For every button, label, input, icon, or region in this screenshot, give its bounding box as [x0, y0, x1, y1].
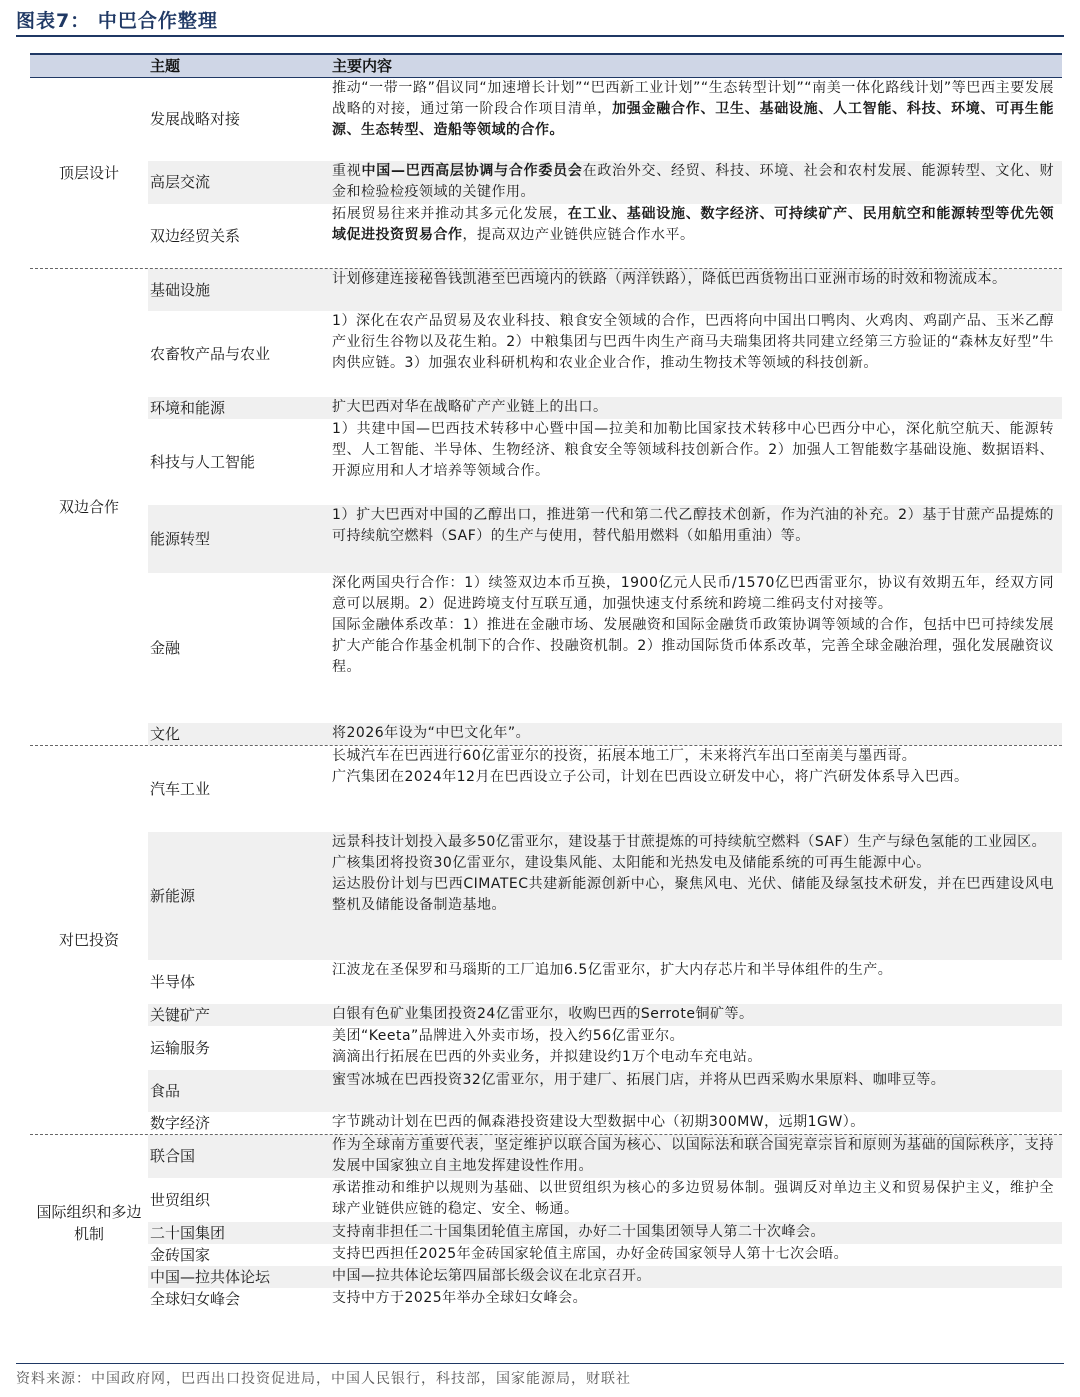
emphasis-text: 中国—巴西高层协调与合作委员会: [361, 163, 583, 179]
row-content: [330, 1070, 1062, 1112]
content-paragraph: 蜜雪冰城在巴西投资32亿雷亚尔，用于建厂、拓展门店，并将从巴西采购水果原料、咖啡豆等。: [332, 1072, 946, 1088]
table-row: [148, 1266, 1062, 1288]
table-body: [30, 78, 1062, 1310]
row-content: [330, 723, 1062, 745]
content-paragraph: 支持中方于2025年举办全球妇女峰会。: [332, 1290, 588, 1306]
row-topic: 环境和能源: [150, 398, 226, 417]
table-row: [148, 505, 1062, 573]
row-topic: 农畜牧产品与农业: [150, 344, 271, 363]
table-row: [148, 1004, 1062, 1026]
row-content: [330, 397, 1062, 419]
row-topic: 能源转型: [150, 529, 211, 548]
content-paragraph: 字节跳动计划在巴西的佩森港投资建设大型数据中心（初期300MW，远期1GW）。: [332, 1114, 865, 1130]
row-content: [330, 832, 1062, 960]
row-content: [330, 78, 1062, 161]
table-row: [148, 311, 1062, 397]
bottom-divider: [16, 1363, 1064, 1364]
row-topic: 数字经济: [150, 1113, 211, 1132]
group-rows: [148, 1135, 1062, 1310]
row-topic: 新能源: [150, 886, 196, 905]
row-content: [330, 1135, 1062, 1178]
table-row: [148, 1288, 1062, 1310]
table-row: [148, 746, 1062, 832]
row-topic: 二十国集团: [150, 1223, 226, 1242]
row-topic: 半导体: [150, 972, 196, 991]
row-topic: 世贸组织: [150, 1190, 211, 1209]
table-header: [30, 53, 1062, 78]
row-topic: 科技与人工智能: [150, 452, 256, 471]
group-label: 国际组织和多边机制: [36, 1202, 142, 1243]
row-content: [330, 505, 1062, 573]
row-content: [330, 1178, 1062, 1222]
content-paragraph: 白银有色矿业集团投资24亿雷亚尔，收购巴西的Serrote铜矿等。: [332, 1006, 754, 1022]
table-row: [148, 832, 1062, 960]
table-row: [148, 1244, 1062, 1266]
row-content: [330, 311, 1062, 397]
table-row: [148, 1070, 1062, 1112]
content-paragraph: 支持南非担任二十国集团轮值主席国，办好二十国集团领导人第二十次峰会。: [332, 1224, 825, 1240]
content-paragraph: 承诺推动和维护以规则为基础、以世贸组织为核心的多边贸易体制。强调反对单边主义和贸易保护主义，维护全球产业链供应链的稳定、安全、畅通。: [332, 1180, 1054, 1217]
header-topic: 主题: [150, 57, 181, 75]
content-paragraph: 深化两国央行合作：1）续签双边本币互换，1900亿元人民币/1570亿巴西雷亚尔，协议有效期五年，经双方同意可以展期。2）促进跨境支付互联互通，加强快速支付系统和跨境二维码支付对接等。: [332, 575, 1054, 612]
row-topic: 发展战略对接: [150, 110, 241, 128]
table-row: [148, 1222, 1062, 1244]
content-paragraph: 广汽集团在2024年12月在巴西设立子公司，计划在巴西设立研发中心，将广汽研发体系导入巴西。: [332, 769, 969, 785]
content-paragraph: 中国—拉共体论坛第四届部长级会议在北京召开。: [332, 1268, 651, 1284]
title-divider: [16, 35, 1064, 37]
table-row: [148, 397, 1062, 419]
row-content: [330, 1222, 1062, 1244]
header-content: 主要内容: [332, 57, 393, 75]
row-topic: 中国—拉共体论坛: [150, 1267, 271, 1286]
row-topic: 基础设施: [150, 280, 211, 299]
content-text: 拓展贸易往来并推动其多元化发展，: [332, 206, 568, 222]
row-topic: 双边经贸关系: [150, 226, 241, 245]
row-topic: 高层交流: [150, 173, 211, 191]
group-section: [30, 78, 1062, 268]
row-content: [330, 1244, 1062, 1266]
group-rows: [148, 746, 1062, 1134]
content-text: 重视: [332, 163, 362, 179]
row-content: [330, 419, 1062, 505]
content-paragraph: 广核集团将投资30亿雷亚尔，建设集风能、太阳能和光热发电及储能系统的可再生能源中心。: [332, 855, 931, 871]
content-paragraph: 将2026年设为“中巴文化年”。: [332, 725, 531, 741]
emphasis-text: 在工业、基础设施、数字经济、可持续矿产、民用航空和能源转型等优先领域促进投资贸易合作: [332, 206, 1055, 243]
row-topic: 金砖国家: [150, 1245, 211, 1264]
table-row: [148, 419, 1062, 505]
content-paragraph: 运达股份计划与巴西CIMATEC共建新能源创新中心，聚焦风电、光伏、储能及绿氢技术研发，并在巴西建设风电整机及储能设备制造基地。: [332, 876, 1054, 913]
figure-title: 图表7： 中巴合作整理: [16, 10, 218, 32]
row-content: [330, 269, 1062, 311]
group-section: [30, 745, 1062, 1134]
table-row: [148, 78, 1062, 161]
content-text: 推动“一带一路”倡议同“加速增长计划”“巴西新工业计划”“生态转型计划”“南美一体化路线计划”等巴西主要发展战略的对接，通过第一阶段合作项目清单，: [332, 80, 1054, 117]
table-row: [148, 723, 1062, 745]
group-rows: [148, 78, 1062, 268]
content-paragraph: 远景科技计划投入最多50亿雷亚尔，建设基于甘蔗提炼的可持续航空燃料（SAF）生产与绿色氢能的工业园区。: [332, 834, 1047, 850]
row-content: [330, 1026, 1062, 1070]
row-topic: 食品: [150, 1081, 181, 1100]
content-paragraph: 1）扩大巴西对中国的乙醇出口，推进第一代和第二代乙醇技术创新，作为汽油的补充。2）基于甘蔗产品提炼的可持续航空燃料（SAF）的生产与使用，替代船用燃料（如船用重油）等。: [332, 507, 1054, 544]
row-topic: 运输服务: [150, 1038, 211, 1057]
row-topic: 文化: [150, 724, 181, 743]
table-row: [148, 269, 1062, 311]
row-topic: 关键矿产: [150, 1005, 211, 1024]
row-content: [330, 204, 1062, 268]
row-topic: 金融: [150, 638, 181, 657]
table-row: [148, 1178, 1062, 1222]
content-paragraph: [332, 204, 1054, 246]
content-paragraph: 1）共建中国—巴西技术转移中心暨中国—拉美和加勒比国家技术转移中心巴西分中心，深化航空航天、能源转型、人工智能、半导体、生物经济、粮食安全等领域科技创新合作。2）加强人工智能数字基础设施、数据语料、开源应用和人才培养等领域合作。: [332, 421, 1054, 479]
table-row: [148, 960, 1062, 1004]
cooperation-table: [30, 53, 1062, 1310]
row-content: [330, 960, 1062, 1004]
content-paragraph: 长城汽车在巴西进行60亿雷亚尔的投资，拓展本地工厂，未来将汽车出口至南美与墨西哥。: [332, 748, 917, 764]
row-topic: 联合国: [150, 1147, 196, 1165]
row-content: [330, 161, 1062, 204]
content-paragraph: 扩大巴西对华在战略矿产产业链上的出口。: [332, 399, 608, 415]
content-paragraph: 1）深化在农产品贸易及农业科技、粮食安全领域的合作，巴西将向中国出口鸭肉、火鸡肉、鸡副产品、玉米乙醇产业衍生谷物以及花生粕。2）中粮集团与巴西牛肉生产商马夫瑞集团将共同建立经第三方验证的“森林友好型”牛肉供应链。3）加强农业科研机构和农业企业合作，推动生物技术等领域的科技创新。: [332, 313, 1054, 371]
table-row: [148, 1135, 1062, 1178]
group-label: 顶层设计: [58, 164, 119, 182]
source-note: 资料来源：中国政府网，巴西出口投资促进局，中国人民银行，科技部，国家能源局，财联社: [16, 1371, 631, 1387]
content-paragraph: 江波龙在圣保罗和马瑙斯的工厂追加6.5亿雷亚尔，扩大内存芯片和半导体组件的生产。: [332, 962, 893, 978]
emphasis-text: 加强金融合作、卫生、基础设施、人工智能、科技、环境、可再生能源、生态转型、造船等领域的合作。: [332, 101, 1055, 138]
row-content: [330, 1004, 1062, 1026]
group-rows: [148, 269, 1062, 745]
group-section: [30, 268, 1062, 745]
table-row: [148, 573, 1062, 723]
content-paragraph: 美团“Keeta”品牌进入外卖市场，投入约56亿雷亚尔。: [332, 1028, 685, 1044]
row-topic: 全球妇女峰会: [150, 1289, 241, 1308]
content-text: 在政治外交、经贸、科技、环境、社会和农村发展、能源转型、文化、财金和检验检疫领域的关键作用。: [332, 163, 1055, 200]
content-paragraph: 滴滴出行拓展在巴西的外卖业务，并拟建设约1万个电动车充电站。: [332, 1049, 762, 1065]
group-section: [30, 1134, 1062, 1310]
row-content: [330, 1288, 1062, 1310]
row-content: [330, 1266, 1062, 1288]
row-content: [330, 746, 1062, 832]
content-paragraph: 支持巴西担任2025年金砖国家轮值主席国，办好金砖国家领导人第十七次会晤。: [332, 1246, 849, 1262]
content-paragraph: [332, 78, 1054, 141]
group-label: 对巴投资: [58, 931, 119, 949]
table-row: [148, 204, 1062, 268]
content-paragraph: 计划修建连接秘鲁钱凯港至巴西境内的铁路（两洋铁路），降低巴西货物出口亚洲市场的时效和物流成本。: [332, 271, 1007, 287]
table-row: [148, 161, 1062, 204]
table-row: [148, 1112, 1062, 1134]
row-topic: 汽车工业: [150, 779, 211, 798]
row-content: [330, 1112, 1062, 1134]
row-content: [330, 573, 1062, 723]
content-text: ，提高双边产业链供应链合作水平。: [462, 227, 695, 243]
table-row: [148, 1026, 1062, 1070]
content-paragraph: 国际金融体系改革：1）推进在金融市场、发展融资和国际金融货币政策协调等领域的合作，包括中巴可持续发展扩大产能合作基金机制下的合作、投融资机制。2）推动国际货币体系改革，完善全球金融治理，强化发展融资议程。: [332, 617, 1054, 675]
content-paragraph: 作为全球南方重要代表，坚定维护以联合国为核心、以国际法和联合国宪章宗旨和原则为基础的国际秩序，支持发展中国家独立自主地发挥建设性作用。: [332, 1137, 1054, 1174]
group-label: 双边合作: [58, 498, 119, 516]
content-paragraph: [332, 161, 1054, 203]
